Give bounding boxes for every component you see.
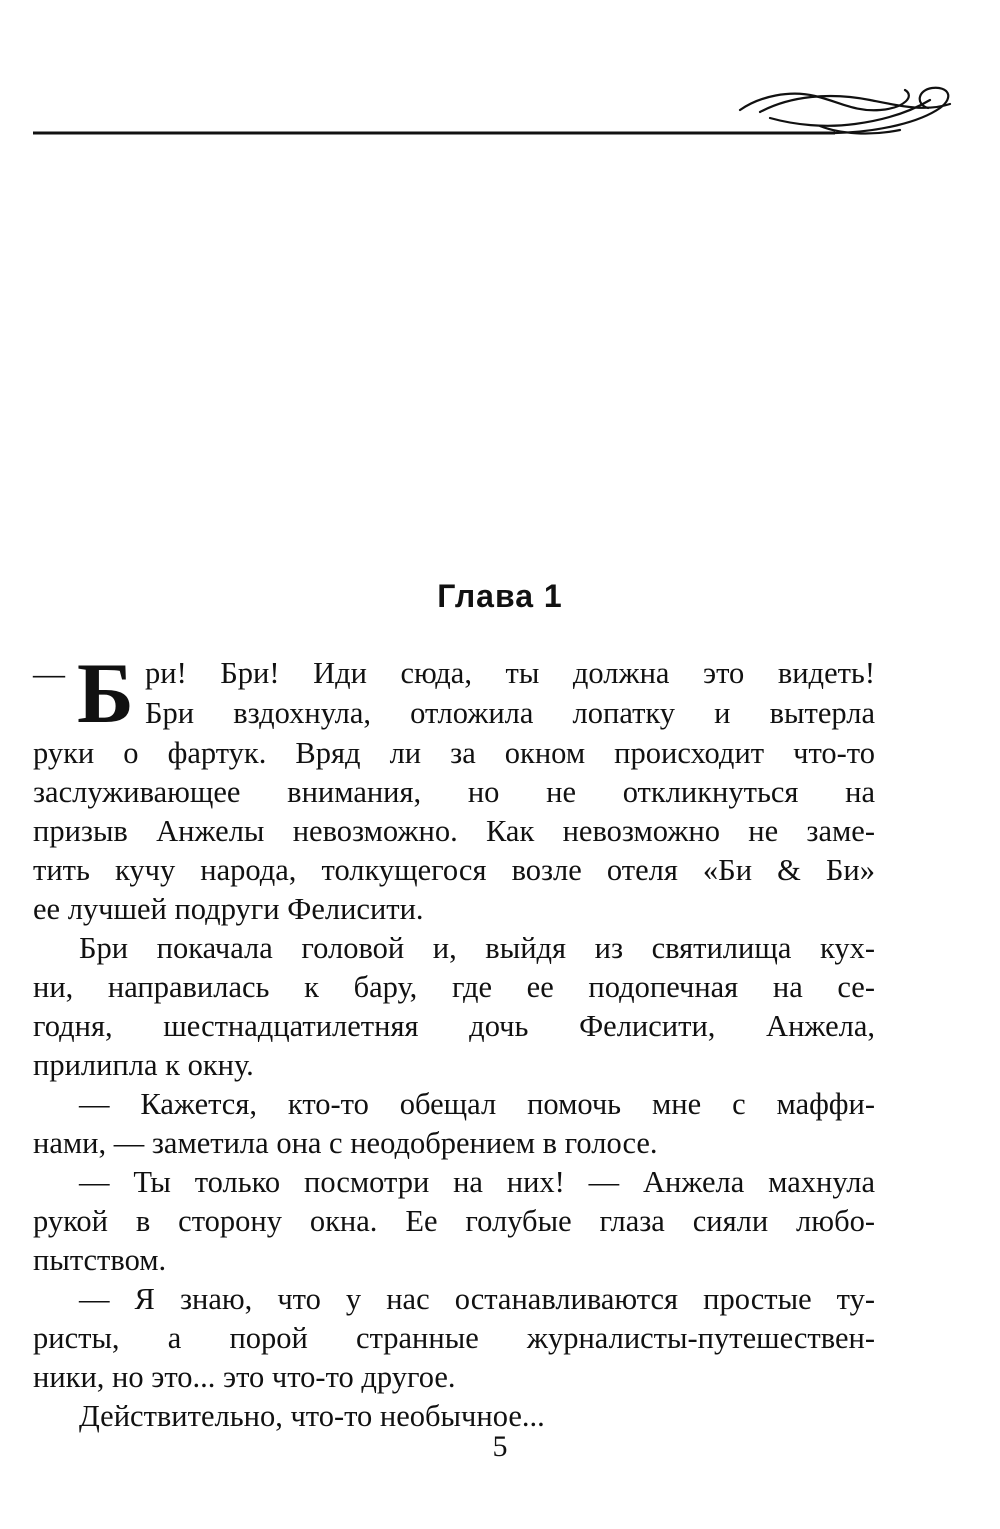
header-rule-ornament (0, 0, 1000, 160)
text-line: нами, — заметила она с неодобрением в голосе. (33, 1126, 658, 1160)
text-line: — Кажется, кто-то обещал помочь мне с маффи- (79, 1087, 875, 1121)
text-line: Действительно, что-то необычное... (79, 1399, 545, 1433)
text-line: ри! Бри! Иди сюда, ты должна это видеть! (145, 656, 875, 690)
text-line: призыв Анжелы невозможно. Как невозможно не заме- (33, 814, 875, 848)
text-line: Бри покачала головой и, выйдя из святилища кух- (79, 931, 875, 965)
text-line: — Ты только посмотри на них! — Анжела махнула (79, 1165, 875, 1199)
text-line: руки о фартук. Вряд ли за окном происходит что-то (33, 736, 875, 770)
text-line: заслуживающее внимания, но не откликнуться на (33, 775, 875, 809)
page-number: 5 (492, 1430, 508, 1463)
chapter-title: Глава 1 (437, 578, 563, 614)
text-line: ее лучшей подруги Фелисити. (33, 892, 424, 926)
text-line: тить кучу народа, толкущегося возле отеля «Би & Би» (33, 853, 875, 887)
text-line: ни, направилась к бару, где ее подопечная на се- (33, 970, 875, 1004)
text-line: годня, шестнадцатилетняя дочь Фелисити, Анжела, (33, 1009, 875, 1043)
opening-dash: — (33, 655, 65, 691)
text-line: — Я знаю, что у нас останавливаются простые ту- (79, 1282, 875, 1316)
text-line: ристы, а порой странные журналисты-путешествен- (33, 1321, 875, 1355)
text-line: ники, но это... это что-то другое. (33, 1360, 456, 1394)
text-line: Бри вздохнула, отложила лопатку и вытерла (145, 696, 875, 730)
drop-cap-letter: Б (77, 645, 134, 741)
text-line: прилипла к окну. (33, 1048, 254, 1082)
text-line: рукой в сторону окна. Ее голубые глаза сияли любо- (33, 1204, 875, 1238)
text-line: пытством. (33, 1243, 167, 1277)
body-text (33, 645, 875, 1433)
